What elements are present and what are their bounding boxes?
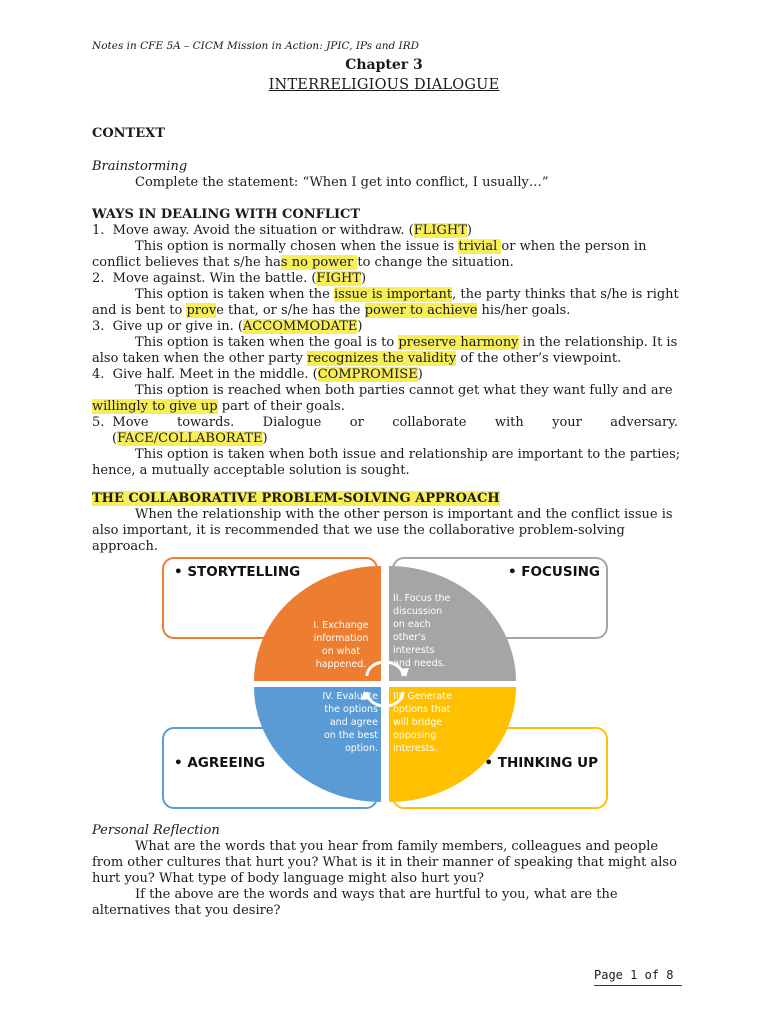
brainstorming-label: Brainstorming xyxy=(92,159,188,174)
item-number: 1. xyxy=(92,223,105,238)
reflection-label: Personal Reflection xyxy=(92,823,220,838)
page-title: INTERRELIGIOUS DIALOGUE xyxy=(268,77,500,93)
item-desc: willingly to give up part of their goals. xyxy=(92,399,345,414)
highlight: willingly to give up xyxy=(92,399,218,414)
quadrant-evaluate-text: IV. Evaluate the options and agree on the best option. xyxy=(322,691,378,754)
list-item: 2. Move against. Win the battle. (FIGHT) xyxy=(92,271,367,286)
item-number: 3. xyxy=(92,319,105,334)
item-tag: COMPROMISE xyxy=(317,367,418,382)
item-number: 5. xyxy=(92,415,105,430)
item-desc: This option is normally chosen when the issue is trivial or when the person in xyxy=(135,239,647,254)
list-item: 1. Move away. Avoid the situation or withdraw. (FLIGHT) xyxy=(92,223,472,238)
page-number: Page 1 of 8 xyxy=(594,968,674,982)
item-text: Give up or give in. ( xyxy=(112,319,243,334)
quadrant-focus-text: II. Focus the discussion on each other's interests and needs. xyxy=(393,593,451,669)
list-item: 4. Give half. Meet in the middle. (COMPROMISE) xyxy=(92,367,423,382)
item-desc: hence, a mutually acceptable solution is sought. xyxy=(92,463,410,478)
cycle-circle xyxy=(254,566,516,802)
item-desc: and is bent to prove that, or s/he has the power to achieve his/her goals. xyxy=(92,303,571,318)
chapter-label: Chapter 3 xyxy=(345,57,423,73)
item-tag: FLIGHT xyxy=(413,223,467,238)
footer-underline xyxy=(594,985,682,986)
focusing-box: • FOCUSING xyxy=(392,557,608,639)
highlight: preserve harmony xyxy=(398,335,519,350)
item-text: Move against. Win the battle. ( xyxy=(112,271,317,286)
item-desc: also taken when the other party recognizes the validity of the other’s viewpoint. xyxy=(92,351,622,366)
reflection-text: hurt you? What type of body language might also hurt you? xyxy=(92,871,485,886)
item-number: 4. xyxy=(92,367,105,382)
item-desc: conflict believes that s/he has no power to change the situation. xyxy=(92,255,514,270)
header-note: Notes in CFE 5A – CICM Mission in Action: JPIC, IPs and IRD xyxy=(92,40,420,52)
collab-heading: THE COLLABORATIVE PROBLEM-SOLVING APPROACH xyxy=(92,491,500,506)
list-item xyxy=(92,415,678,431)
item-desc: This option is taken when the issue is important, the party thinks that s/he is right xyxy=(135,287,679,302)
item-text: Move towards. Dialogue or collaborate with your adversary. xyxy=(112,415,678,430)
item-desc: This option is taken when the goal is to preserve harmony in the relationship. It is xyxy=(135,335,678,350)
collab-text: also important, it is recommended that we use the collaborative problem-solving xyxy=(92,523,625,538)
item-tag: ACCOMMODATE xyxy=(242,319,358,334)
highlight: recognizes the validity xyxy=(307,351,457,366)
brainstorming-text: Complete the statement: “When I get into conflict, I usually…” xyxy=(135,175,549,190)
storytelling-box: • STORYTELLING xyxy=(162,557,378,639)
item-tag-line: (FACE/COLLABORATE) xyxy=(112,431,268,446)
reflection-text: alternatives that you desire? xyxy=(92,903,281,918)
quadrant-exchange-text: I. Exchange information on what happened. xyxy=(313,620,369,670)
quadrant-generate-text: III. Generate options that will bridge opposing interests. xyxy=(393,691,452,754)
item-text: Give half. Meet in the middle. ( xyxy=(112,367,318,382)
highlight: issue is important xyxy=(334,287,453,302)
thinking-up-box: • THINKING UP xyxy=(392,727,608,809)
item-number: 2. xyxy=(92,271,105,286)
context-heading: CONTEXT xyxy=(92,126,165,141)
highlight: trivial xyxy=(458,239,502,254)
item-text: Move away. Avoid the situation or withdraw. ( xyxy=(112,223,414,238)
item-tag: FACE/COLLABORATE xyxy=(117,431,263,446)
ways-heading: WAYS IN DEALING WITH CONFLICT xyxy=(92,207,361,222)
collab-text: approach. xyxy=(92,539,158,554)
list-item: 3. Give up or give in. (ACCOMMODATE) xyxy=(92,319,363,334)
item-desc: This option is reached when both parties cannot get what they want fully and are xyxy=(135,383,673,398)
highlight: power to achieve xyxy=(364,303,478,318)
collab-text: When the relationship with the other person is important and the conflict issue is xyxy=(135,507,673,522)
agreeing-box: • AGREEING xyxy=(162,727,378,809)
reflection-text: If the above are the words and ways that are hurtful to you, what are the xyxy=(135,887,618,902)
highlight: prov xyxy=(186,303,217,318)
reflection-text: What are the words that you hear from family members, colleagues and people xyxy=(135,839,659,854)
highlight: s no power xyxy=(280,255,358,270)
item-desc: This option is taken when both issue and relationship are important to the parties; xyxy=(135,447,681,462)
reflection-text: from other cultures that hurt you? What is it in their manner of speaking that might also xyxy=(92,855,677,870)
item-tag: FIGHT xyxy=(316,271,361,286)
